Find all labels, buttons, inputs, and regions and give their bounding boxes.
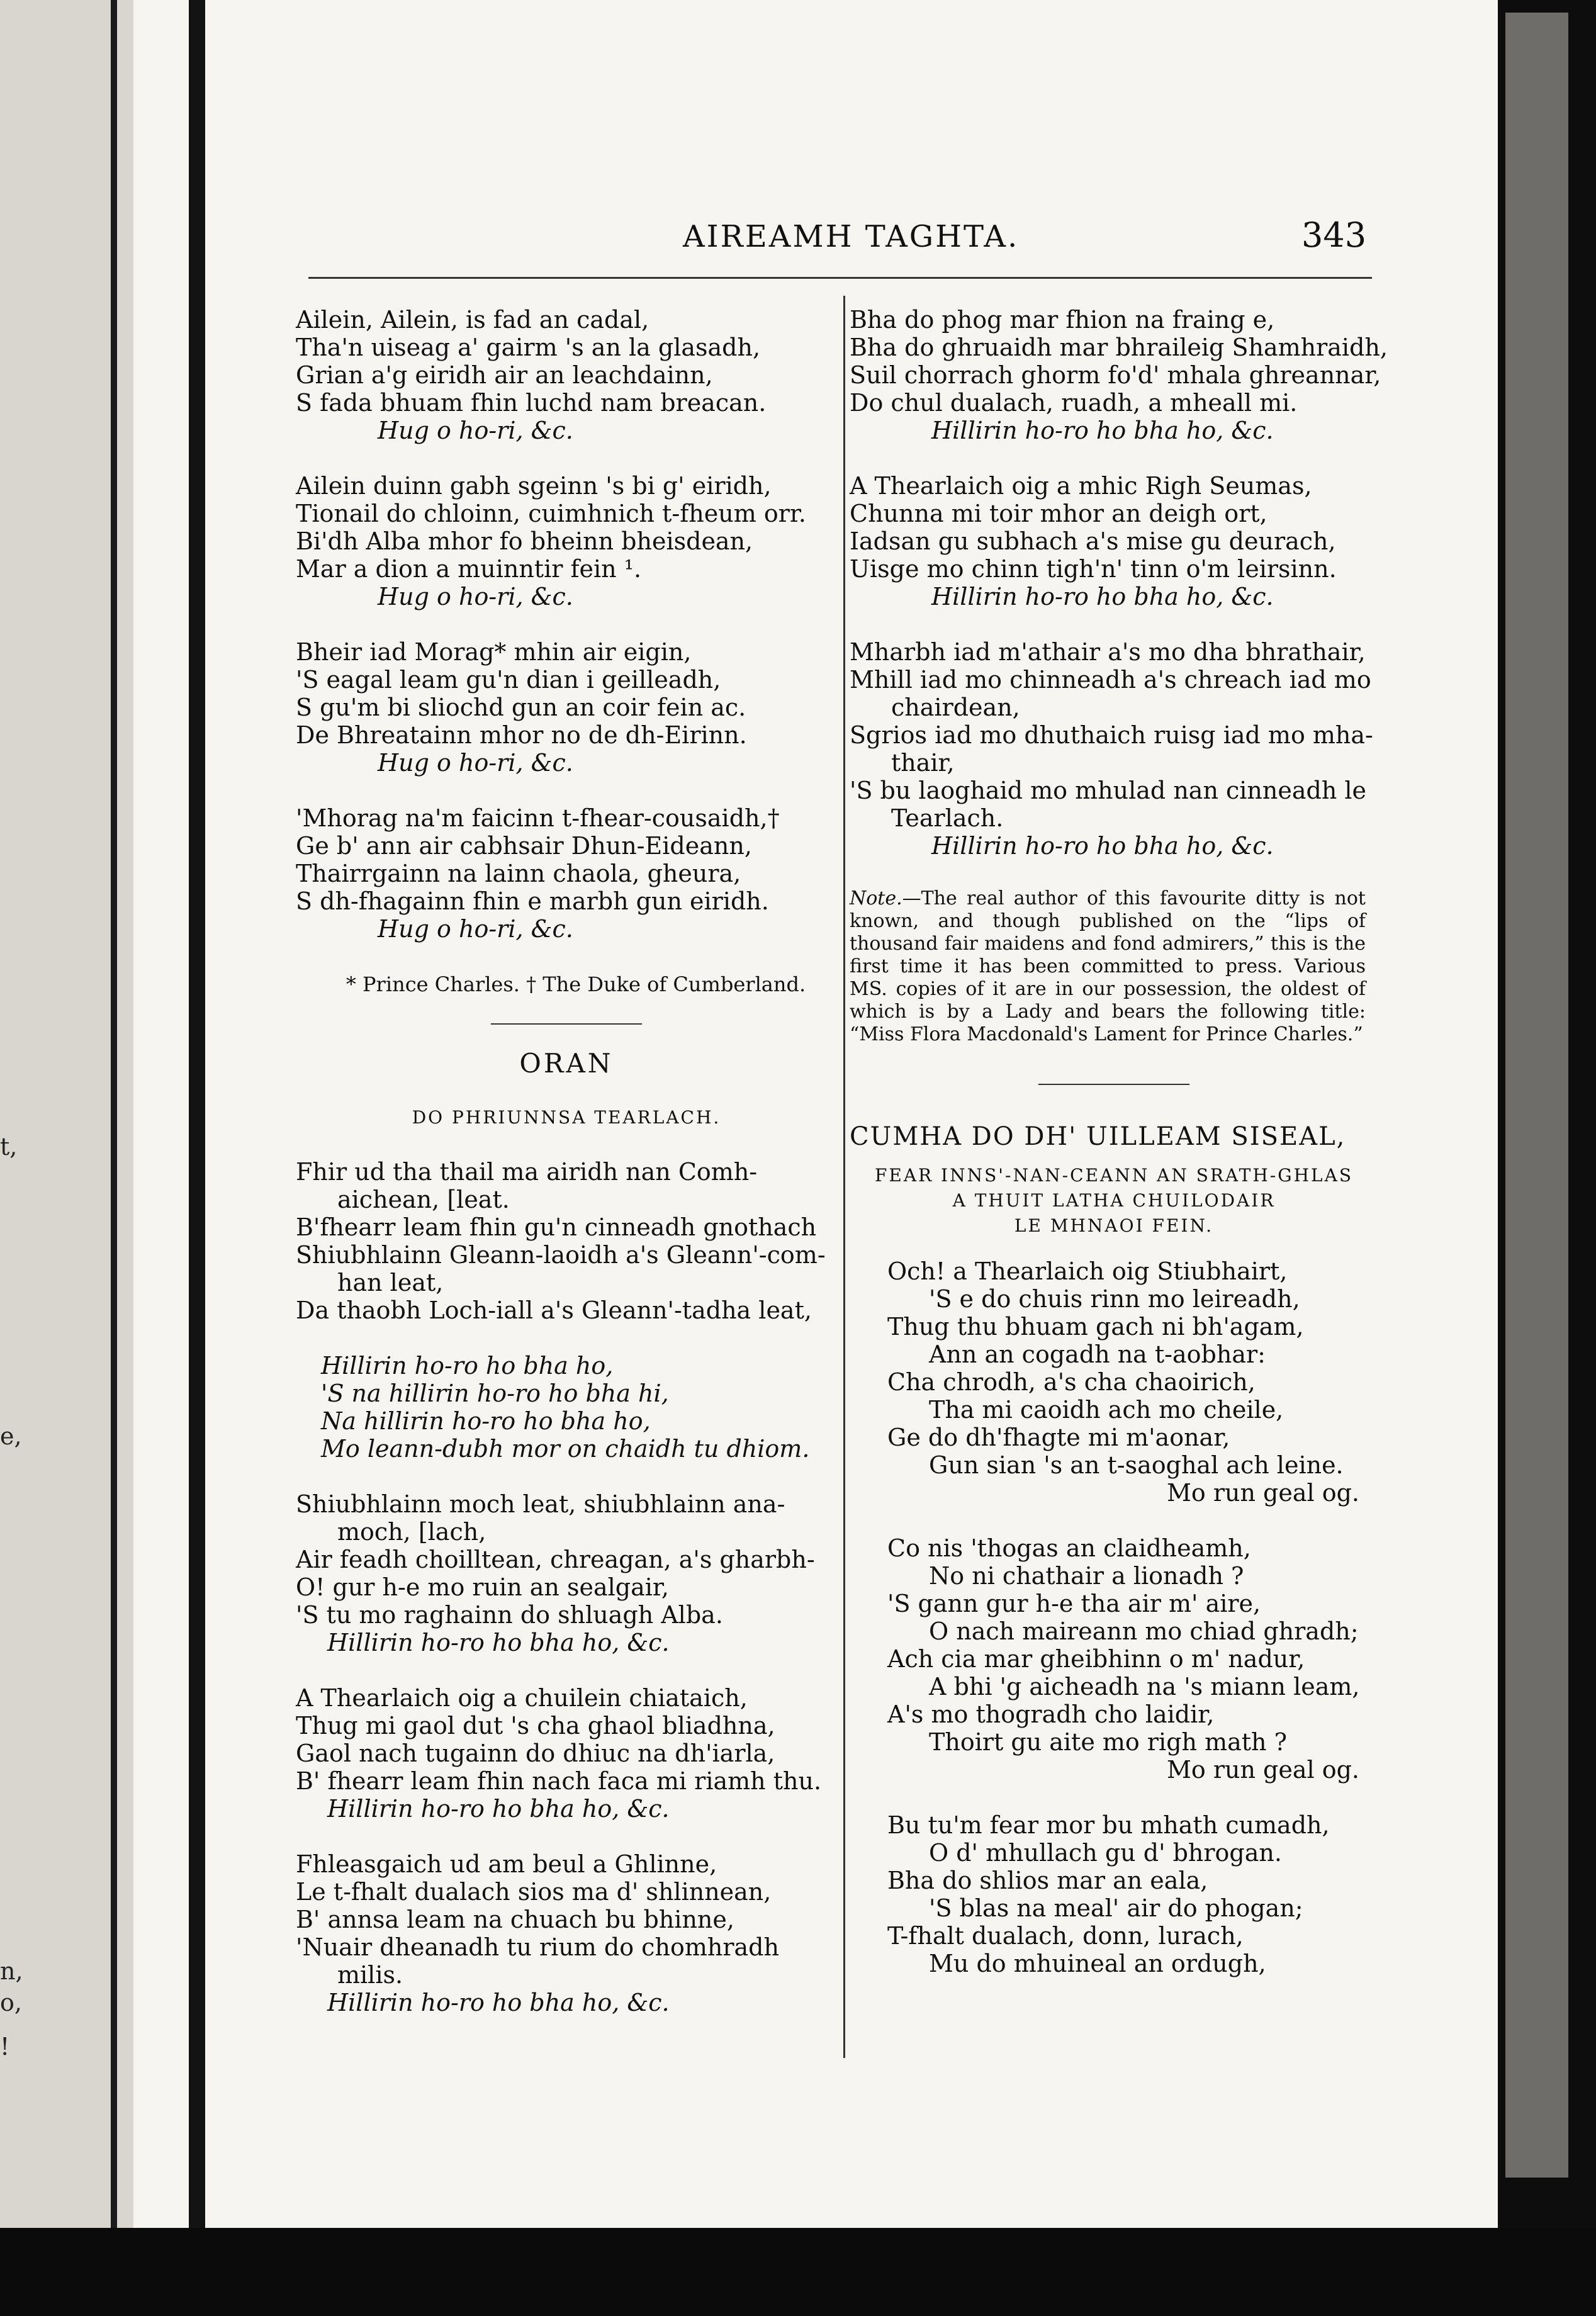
oran-subtitle: DO PHRIUNNSA TEARLACH. — [412, 1107, 721, 1128]
verse-line: A Thearlaich oig a mhic Righ Seumas, — [850, 472, 1312, 500]
verse-line: Hillirin ho-ro ho bha ho, &c. — [931, 583, 1274, 610]
note-label: Note. — [850, 887, 902, 909]
column-divider — [843, 296, 845, 2058]
oran-verse-line: Da thaobh Loch-iall a's Gleann'-tadha leat, — [296, 1296, 812, 1324]
cumha-verse-line: Thug thu bhuam gach ni bh'agam, — [887, 1313, 1304, 1341]
cumha-subtitle-3: LE MHNAOI FEIN. — [1014, 1215, 1214, 1236]
oran-verse-line: han leat, — [337, 1269, 444, 1296]
stanza-gap — [850, 444, 1378, 472]
oran-verse-line: O! gur h-e mo ruin an sealgair, — [296, 1573, 669, 1601]
cumha-verse-line: Bu tu'm fear mor bu mhath cumadh, — [887, 1811, 1330, 1839]
oran-verse-line: Hillirin ho-ro ho bha ho, — [321, 1352, 614, 1380]
verse-line: 'Mhorag na'm faicinn t-fhear-cousaidh,† — [296, 804, 780, 832]
cumha-verse-line: T-fhalt dualach, donn, lurach, — [887, 1922, 1244, 1950]
header-rule — [308, 277, 1372, 279]
verse-line: 'S eagal leam gu'n dian i geilleadh, — [296, 666, 721, 694]
oran-verse-line: Na hillirin ho-ro ho bha ho, — [321, 1407, 651, 1435]
verse-line: S gu'm bi sliochd gun an coir fein ac. — [296, 694, 746, 721]
cumha-verse-line: No ni chathair a lionadh ? — [929, 1562, 1244, 1590]
oran-verse-line: Le t-fhalt dualach sios ma d' shlinnean, — [296, 1878, 772, 1906]
cumha-verse-line: Bha do shlios mar an eala, — [887, 1867, 1208, 1894]
note-paragraph — [850, 887, 1366, 1046]
oran-verse-line: B' fhearr leam fhin nach faca mi riamh thu. — [296, 1767, 822, 1795]
verse-line: Mar a dion a muinntir fein ¹. — [296, 555, 642, 583]
oran-verse-line: Air feadh choilltean, chreagan, a's gharbh- — [296, 1546, 815, 1573]
verse-line: Sgrios iad mo dhuthaich ruisg iad mo mha- — [850, 721, 1373, 749]
cumha-verse-line: Tha mi caoidh ach mo cheile, — [929, 1396, 1284, 1424]
bottom-scan-edge — [0, 2228, 1596, 2316]
previous-page-edge — [111, 0, 117, 2240]
verse-line: Thairrgainn na lainn chaola, gheura, — [296, 860, 741, 887]
verse-line: 'S bu laoghaid mo mhulad nan cinneadh le — [850, 777, 1367, 804]
verse-line: Do chul dualach, ruadh, a mheall mi. — [850, 389, 1298, 417]
oran-verse-line: Hillirin ho-ro ho bha ho, &c. — [327, 1629, 670, 1656]
verse-line: thair, — [891, 749, 955, 777]
oran-verse-line: Fhleasgaich ud am beul a Ghlinne, — [296, 1850, 717, 1878]
verse-line: Chunna mi toir mhor an deigh ort, — [850, 500, 1267, 527]
oran-verse-line: Fhir ud tha thail ma airidh nan Comh- — [296, 1158, 758, 1186]
verse-line: Mhill iad mo chinneadh a's chreach iad mo — [850, 666, 1371, 694]
verse-line: Iadsan gu subhach a's mise gu deurach, — [850, 527, 1336, 555]
margin-mark-3: n, — [0, 1957, 23, 1985]
cumha-verse-line: Gun sian 's an t-saoghal ach leine. — [929, 1451, 1344, 1479]
oran-verse-line: milis. — [337, 1961, 403, 1989]
verse-line: Ailein duinn gabh sgeinn 's bi g' eiridh, — [296, 472, 772, 500]
right-page-stack — [1505, 13, 1568, 2178]
margin-mark-5: ! — [0, 2033, 10, 2060]
cumha-verse-line: Cha chrodh, a's cha chaoirich, — [887, 1368, 1256, 1396]
oran-verse-line: Shiubhlainn Gleann-laoidh a's Gleann'-com- — [296, 1241, 826, 1269]
cumha-verse-line: Co nis 'thogas an claidheamh, — [887, 1534, 1251, 1562]
oran-verse-line: Hillirin ho-ro ho bha ho, &c. — [327, 1989, 670, 2016]
verse-line: Bheir iad Morag* mhin air eigin, — [296, 638, 692, 666]
cumha-subtitle-2: A THUIT LATHA CHUILODAIR — [952, 1190, 1276, 1211]
page-number: 343 — [1301, 215, 1367, 255]
oran-verse-line: 'Nuair dheanadh tu rium do chomhradh — [296, 1933, 779, 1961]
verse-line: chairdean, — [891, 694, 1020, 721]
cumha-verse-line: Ge do dh'fhagte mi m'aonar, — [887, 1424, 1230, 1451]
margin-mark-4: o, — [0, 1989, 22, 2016]
oran-verse-line: Mo leann-dubh mor on chaidh tu dhiom. — [321, 1435, 810, 1463]
verse-line: De Bhreatainn mhor no de dh-Eirinn. — [296, 721, 747, 749]
oran-verse-line: Gaol nach tugainn do dhiuc na dh'iarla, — [296, 1740, 775, 1767]
oran-verse-line: 'S na hillirin ho-ro ho bha hi, — [321, 1380, 669, 1407]
cumha-verses — [850, 1257, 1378, 1977]
oran-title: ORAN — [519, 1048, 614, 1079]
stanza-gap — [296, 1823, 837, 1850]
verse-line: Tearlach. — [891, 804, 1004, 832]
verse-line: Ge b' ann air cabhsair Dhun-Eideann, — [296, 832, 752, 860]
stanza-gap — [296, 444, 837, 472]
running-header-title: AIREAMH TAGHTA. — [683, 219, 1020, 254]
verse-line: Hug o ho-ri, &c. — [378, 915, 573, 943]
note-text: —The real author of this favourite ditty is not known, and though published on the “lips of thousand fair maidens and fond admirers,” this is the first time it has been committed to press. Various MS. copies of it are in our possession, the oldest of which is by a Lady and bears the following title: “Miss Flora Macdonald's Lament for Prince Charles.” — [850, 887, 1366, 1045]
left-column — [296, 306, 837, 2016]
oran-verse-line: B' annsa leam na chuach bu bhinne, — [296, 1906, 734, 1933]
section-rule-right — [1038, 1084, 1189, 1085]
stanza-gap — [887, 1784, 1378, 1811]
cumha-verse-line: Thoirt gu aite mo righ math ? — [929, 1728, 1287, 1756]
oran-verse-line: aichean, [leat. — [337, 1186, 510, 1213]
page-gutter — [189, 0, 205, 2228]
oran-verse-line: A Thearlaich oig a chuilein chiataich, — [296, 1684, 748, 1712]
verse-line: Grian a'g eiridh air an leachdainn, — [296, 361, 713, 389]
footnote: * Prince Charles. † The Duke of Cumberland. — [346, 972, 806, 996]
stanza-gap — [296, 610, 837, 638]
cumha-verse-line: A's mo thogradh cho laidir, — [887, 1700, 1215, 1728]
oran-verse-line: 'S tu mo raghainn do shluagh Alba. — [296, 1601, 723, 1629]
verse-line: Hug o ho-ri, &c. — [378, 749, 573, 777]
cumha-verse-line: Mo run geal og. — [1166, 1756, 1359, 1784]
stanza-gap — [850, 610, 1378, 638]
oran-verse-line: Thug mi gaol dut 's cha ghaol bliadhna, — [296, 1712, 775, 1740]
cumha-verse-line: 'S blas na meal' air do phogan; — [929, 1894, 1303, 1922]
cumha-title: CUMHA DO DH' UILLEAM SISEAL, — [850, 1122, 1346, 1151]
cumha-verse-line: O d' mhullach gu d' bhrogan. — [929, 1839, 1282, 1867]
verse-line: Bha do phog mar fhion na fraing e, — [850, 306, 1275, 334]
verse-line: S fada bhuam fhin luchd nam breacan. — [296, 389, 767, 417]
right-column — [850, 306, 1388, 1977]
oran-verses — [296, 1158, 837, 2016]
cumha-verse-line: O nach maireann mo chiad ghradh; — [929, 1617, 1359, 1645]
verse-line: Hillirin ho-ro ho bha ho, &c. — [931, 417, 1274, 444]
margin-mark-1: t, — [0, 1133, 18, 1161]
verse-line: Bi'dh Alba mhor fo bheinn bheisdean, — [296, 527, 753, 555]
verse-line: Uisge mo chinn tigh'n' tinn o'm leirsinn. — [850, 555, 1337, 583]
verse-line: Mharbh iad m'athair a's mo dha bhrathair, — [850, 638, 1366, 666]
cumha-verse-line: Ach cia mar gheibhinn o m' nadur, — [887, 1645, 1305, 1673]
cumha-verse-line: A bhi 'g aicheadh na 's miann leam, — [929, 1673, 1360, 1700]
verse-line: Hug o ho-ri, &c. — [378, 583, 573, 610]
verse-line: Bha do ghruaidh mar bhraileig Shamhraidh, — [850, 334, 1388, 361]
cumha-verse-line: Mo run geal og. — [1166, 1479, 1359, 1507]
cumha-verse-line: Och! a Thearlaich oig Stiubhairt, — [887, 1257, 1288, 1285]
stanza-gap — [296, 1463, 837, 1490]
stanza-gap — [296, 1656, 837, 1684]
section-rule-left — [491, 1023, 642, 1025]
cumha-subtitle-1: FEAR INNS'-NAN-CEANN AN SRATH-GHLAS — [874, 1165, 1354, 1186]
oran-verse-line: moch, [lach, — [337, 1518, 486, 1546]
oran-verse-line: B'fhearr leam fhin gu'n cinneadh gnothach — [296, 1213, 817, 1241]
verse-line: Suil chorrach ghorm fo'd' mhala ghreannar, — [850, 361, 1381, 389]
verse-line: Hillirin ho-ro ho bha ho, &c. — [931, 832, 1274, 860]
left-column-verses — [296, 306, 837, 943]
cumha-verse-line: 'S e do chuis rinn mo leireadh, — [929, 1285, 1300, 1313]
verse-line: Tionail do chloinn, cuimhnich t-fheum orr. — [296, 500, 806, 527]
right-column-verses — [850, 306, 1388, 860]
oran-verse-line: Shiubhlainn moch leat, shiubhlainn ana- — [296, 1490, 785, 1518]
stanza-gap — [296, 1324, 837, 1352]
verse-line: Tha'n uiseag a' gairm 's an la glasadh, — [296, 334, 761, 361]
cumha-verse-line: Mu do mhuineal an ordugh, — [929, 1950, 1266, 1977]
cumha-verse-line: Ann an cogadh na t-aobhar: — [929, 1341, 1266, 1368]
cumha-verse-line: 'S gann gur h-e tha air m' aire, — [887, 1590, 1261, 1617]
margin-mark-2: e, — [0, 1422, 22, 1450]
verse-line: Ailein, Ailein, is fad an cadal, — [296, 306, 649, 334]
oran-verse-line: Hillirin ho-ro ho bha ho, &c. — [327, 1795, 670, 1823]
verse-line: Hug o ho-ri, &c. — [378, 417, 573, 444]
stanza-gap — [887, 1507, 1378, 1534]
stanza-gap — [296, 777, 837, 804]
verse-line: S dh-fhagainn fhin e marbh gun eiridh. — [296, 887, 769, 915]
